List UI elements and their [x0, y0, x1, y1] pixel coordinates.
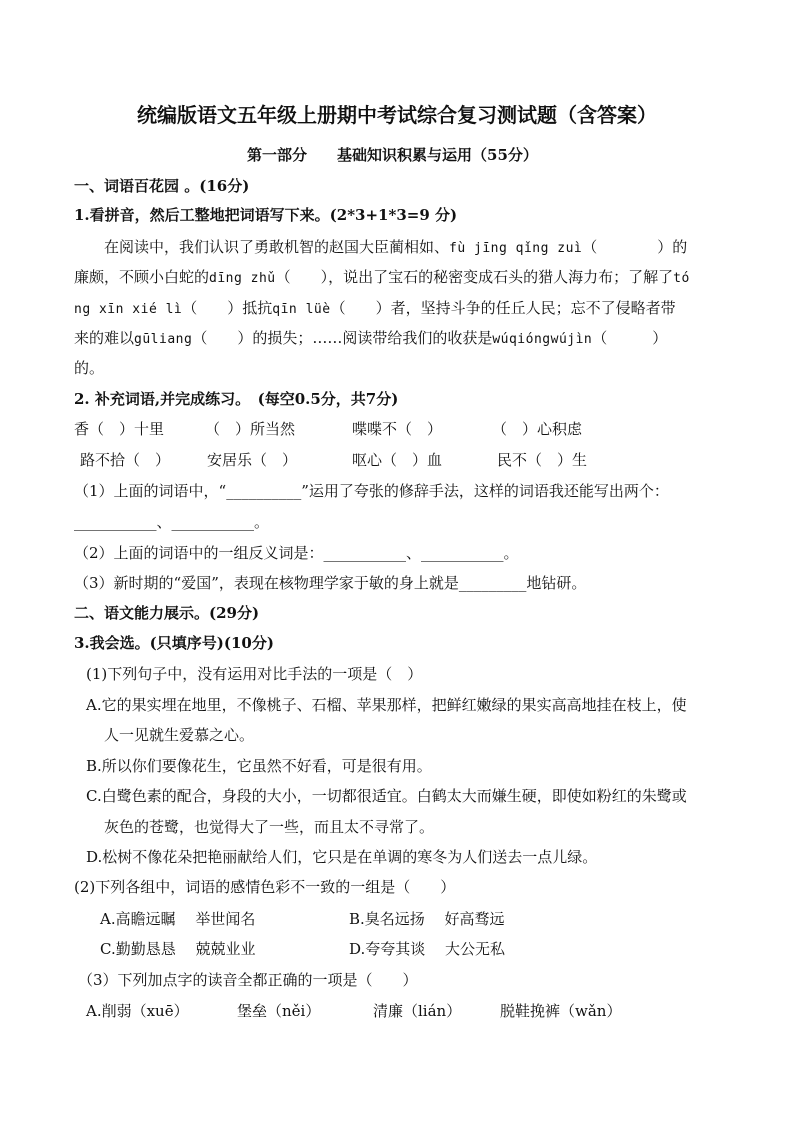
part-heading: 第一部分 基础知识积累与运用（55分）: [247, 146, 538, 164]
q3-1-option-a-cont: 人一见就生爱慕之心。: [104, 726, 255, 744]
q1-line-4: [74, 327, 667, 351]
q1-text: （ ），说出了宝石的秘密变成石头的猎人海力布；了解了: [275, 268, 674, 286]
q1-pinyin: gūliang: [134, 332, 193, 347]
q1-pinyin: ng xīn xié lì: [74, 302, 183, 317]
q3-2-stem: (2)下列各组中，词语的感情色彩不一致的一组是（ ）: [74, 878, 456, 896]
q3-1-option-b: B.所以你们要像花生，它虽然不好看，可是很有用。: [86, 757, 432, 775]
q1-line-3: [74, 297, 676, 321]
document-title: 统编版语文五年级上册期中考试综合复习测试题（含答案）: [137, 103, 657, 127]
q3-1-option-a: A.它的果实埋在地里，不像桃子、石榴、苹果那样，把鲜红嫩绿的果实高高地挂在枝上，使: [86, 696, 687, 714]
q1-pinyin: fù jīng qǐng zuì: [449, 241, 583, 256]
section-2-heading: 二、语文能力展示。(29分): [74, 604, 260, 622]
q1-pinyin: qīn lüè: [272, 302, 331, 317]
q1-text: （ ）者，坚持斗争的任丘人民；忘不了侵略者带: [330, 299, 676, 317]
q1-pinyin: tó: [673, 271, 690, 286]
q1-blank: （ ）: [592, 329, 668, 347]
q1-line-5: 的。: [74, 359, 105, 377]
question-3-heading: 3.我会选。(只填序号)(10分): [74, 634, 274, 652]
q3-2-option-b: B.臭名远扬 好高骛远: [349, 910, 505, 928]
q3-1-option-c: C.白鹭色素的配合，身段的大小，一切都很适宜。白鹤太大而嫌生硬，即使如粉红的朱鹭或: [86, 787, 687, 805]
q2-part-2: （2）上面的词语中的一组反义词是：___________、___________。: [74, 544, 519, 562]
q1-text: 廉颇，不顾小白蛇的: [74, 268, 210, 286]
q1-line-2: [74, 266, 690, 290]
q3-3-option: 堡垒（něi）: [237, 1002, 321, 1020]
idiom-cell: 香（ ）十里: [74, 420, 165, 438]
q1-line-1: [104, 236, 687, 260]
q3-3-stem: （3）下列加点字的读音全都正确的一项是（ ）: [78, 971, 418, 989]
q3-3-option: 清廉（lián）: [373, 1002, 462, 1020]
q1-text: （ ）的损失；……阅读带给我们的收获是: [192, 329, 493, 347]
q2-part-3: （3）新时期的“爱国”，表现在核物理学家于敏的身上就是_________地钻研。: [74, 574, 587, 592]
q1-text: 来的难以: [74, 329, 135, 347]
q2-part-1-blanks: ___________、___________。: [74, 513, 270, 531]
question-2-heading: 2. 补充词语,并完成练习。 (每空0.5分，共7分): [74, 390, 399, 408]
idiom-cell: 喋喋不（ ）: [352, 420, 443, 438]
q1-text: （ ）抵抗: [182, 299, 273, 317]
idiom-cell: （ ）心积虑: [492, 420, 583, 438]
q1-pinyin: dīng zhǔ: [209, 271, 276, 286]
q3-2-option-c: C.勤勤恳恳 兢兢业业: [100, 940, 256, 958]
idiom-cell: （ ）所当然: [205, 420, 296, 438]
q3-1-option-d: D.松树不像花朵把艳丽献给人们，它只是在单调的寒冬为人们送去一点儿绿。: [86, 848, 598, 866]
idiom-cell: 呕心（ ）血: [352, 451, 443, 469]
q3-1-stem: (1)下列句子中，没有运用对比手法的一项是（ ）: [86, 665, 423, 683]
idiom-cell: 路不拾（ ）: [80, 451, 171, 469]
question-1-heading: 1.看拼音，然后工整地把词语写下来。(2*3+1*3=9 分): [74, 206, 458, 224]
q2-part-1: （1）上面的词语中，“__________”运用了夸张的修辞手法，这样的词语我还能写出两个：: [74, 482, 669, 500]
q3-2-option-d: D.夸夸其谈 大公无私: [349, 940, 506, 958]
q3-1-option-c-cont: 灰色的苍鹭，也觉得大了一些，而且太不寻常了。: [104, 818, 435, 836]
q3-3-option: A.削弱（xuē）: [86, 1002, 189, 1020]
q1-text: 在阅读中，我们认识了勇敢机智的赵国大臣蔺相如、: [104, 238, 450, 256]
q3-2-option-a: A.高瞻远瞩 举世闻名: [100, 910, 256, 928]
q1-blank: （ ）的: [582, 238, 688, 256]
q3-3-option: 脱鞋挽裤（wǎn）: [500, 1002, 622, 1020]
section-1-heading: 一、词语百花园 。(16分): [74, 177, 250, 195]
idiom-cell: 安居乐（ ）: [207, 451, 298, 469]
q1-pinyin: wúqióngwújìn: [492, 332, 593, 347]
idiom-cell: 民不（ ）生: [497, 451, 588, 469]
